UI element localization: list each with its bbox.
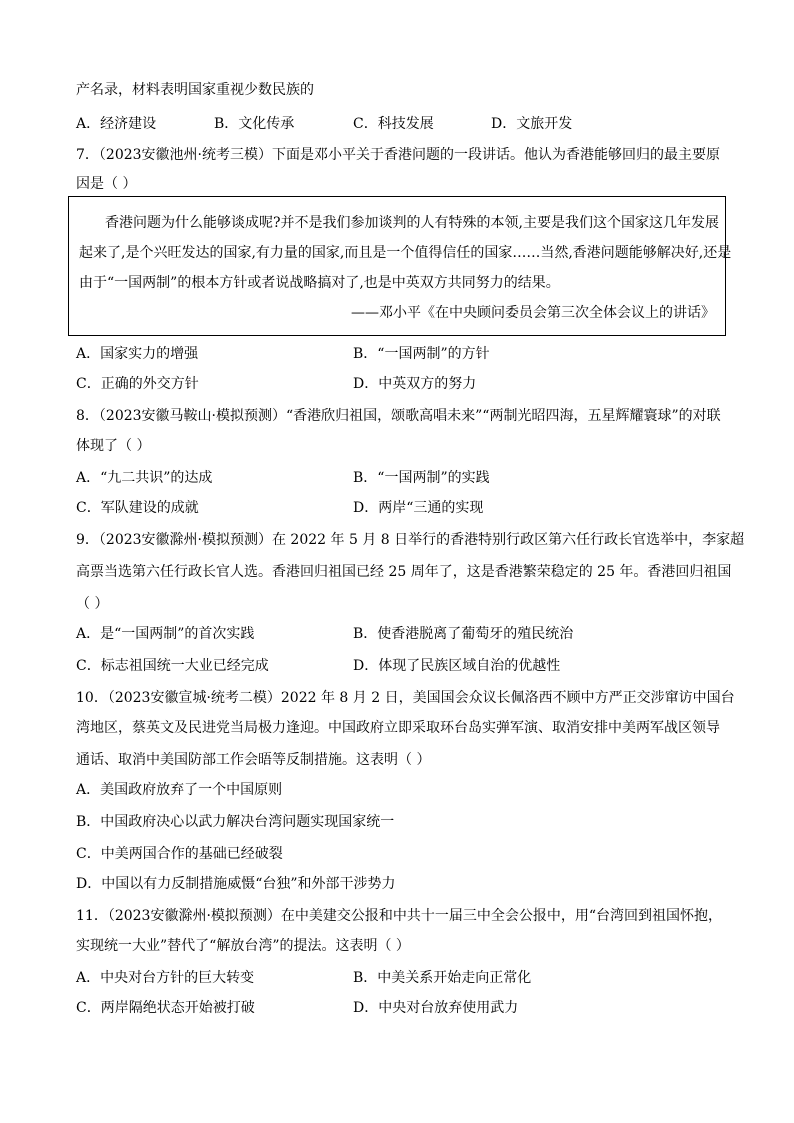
q7-option-b[interactable]: B．“一国两制”的方针 — [353, 346, 490, 362]
q7-quote-source: ——邓小平《在中央顾问委员会第三次全体会议上的讲话》 — [351, 305, 715, 321]
q7-quote-line-2: 起来了,是个兴旺发达的国家,有力量的国家,而且是一个值得信任的国家……当然,香港问题能够解决好,还是 — [79, 245, 732, 261]
q8-option-d[interactable]: D．两岸“三通的实现 — [353, 500, 484, 516]
q8-stem-line-2: 体现了（ ） — [76, 438, 151, 454]
q9-option-b[interactable]: B．使香港脱离了葡萄牙的殖民统治 — [353, 626, 574, 642]
q7-option-a[interactable]: A．国家实力的增强 — [76, 346, 199, 362]
q7-quote-box — [68, 196, 732, 336]
q8-stem-line-1: 8．（2023安徽马鞍山·模拟预测）“香港欣归祖国，颂歌高唱未来”“两制光昭四海，五星辉耀寰球”的对联 — [76, 408, 721, 424]
q9-stem-line-3: （ ） — [76, 596, 109, 612]
q6-option-c[interactable]: C．科技发展 — [353, 116, 434, 132]
q11-option-b[interactable]: B．中美关系开始走向正常化 — [353, 970, 532, 986]
q9-option-a[interactable]: A．是“一国两制”的首次实践 — [76, 626, 255, 642]
q6-option-b[interactable]: B．文化传承 — [214, 116, 295, 132]
q7-quote-line-1: 香港问题为什么能够谈成呢?并不是我们参加谈判的人有特殊的本领,主要是我们这个国家这几年发展 — [105, 215, 719, 231]
q10-option-b[interactable]: B．中国政府决心以武力解决台湾问题实现国家统一 — [76, 814, 395, 830]
q8-option-a[interactable]: A．“九二共识”的达成 — [76, 470, 213, 486]
q11-stem-line-2: 实现统一大业”替代了“解放台湾”的提法。这表明（ ） — [76, 938, 410, 954]
q7-quote-line-3: 由于“一国两制”的根本方针或者说战略搞对了,也是中英双方共同努力的结果。 — [79, 275, 560, 291]
q10-stem-line-1: 10．（2023安徽宣城·统考二模）2022 年 8 月 2 日，美国国会众议长佩洛西不顾中方严正交涉窜访中国台 — [76, 690, 735, 706]
q7-option-c[interactable]: C．正确的外交方针 — [76, 376, 199, 392]
q9-stem-line-2: 高票当选第六任行政长官人选。香港回归祖国已经 25 周年了，这是香港繁荣稳定的 25 年。香港回归祖国 — [76, 564, 732, 580]
q11-option-d[interactable]: D．中央对台放弃使用武力 — [353, 1000, 519, 1016]
q6-option-a[interactable]: A．经济建设 — [76, 116, 157, 132]
q10-option-a[interactable]: A．美国政府放弃了一个中国原则 — [76, 782, 283, 798]
q10-stem-line-2: 湾地区，蔡英文及民进党当局极力逢迎。中国政府立即采取环台岛实弹军演、取消安排中美两军战区领导 — [76, 720, 720, 736]
q11-stem-line-1: 11．（2023安徽滁州·模拟预测）在中美建交公报和中共十一届三中全会公报中，用“台湾回到祖国怀抱， — [76, 908, 723, 924]
q11-option-a[interactable]: A．中央对台方针的巨大转变 — [76, 970, 255, 986]
q7-option-d[interactable]: D．中英双方的努力 — [353, 376, 477, 392]
q10-option-d[interactable]: D．中国以有力反制措施威慑“台独”和外部干涉势力 — [76, 876, 396, 892]
q7-stem-line-1: 7．（2023安徽池州·统考三模）下面是邓小平关于香港问题的一段讲话。他认为香港能够回归的最主要原 — [76, 147, 720, 163]
q10-option-c[interactable]: C．中美两国合作的基础已经破裂 — [76, 846, 283, 862]
q9-stem-line-1: 9．（2023安徽滁州·模拟预测）在 2022 年 5 月 8 日举行的香港特别行政区第六任行政长官选举中，李家超 — [76, 532, 745, 548]
q9-option-d[interactable]: D．体现了民族区域自治的优越性 — [353, 658, 561, 674]
q9-option-c[interactable]: C．标志祖国统一大业已经完成 — [76, 658, 269, 674]
q7-stem-line-2: 因是（ ） — [76, 176, 137, 192]
q11-option-c[interactable]: C．两岸隔绝状态开始被打破 — [76, 1000, 255, 1016]
q8-option-b[interactable]: B．“一国两制”的实践 — [353, 470, 490, 486]
q10-stem-line-3: 通话、取消中美国防部工作会晤等反制措施。这表明（ ） — [76, 752, 431, 768]
q8-option-c[interactable]: C．军队建设的成就 — [76, 500, 199, 516]
q6-continuation-text: 产名录，材料表明国家重视少数民族的 — [76, 82, 314, 98]
q6-option-d[interactable]: D．文旅开发 — [491, 116, 573, 132]
